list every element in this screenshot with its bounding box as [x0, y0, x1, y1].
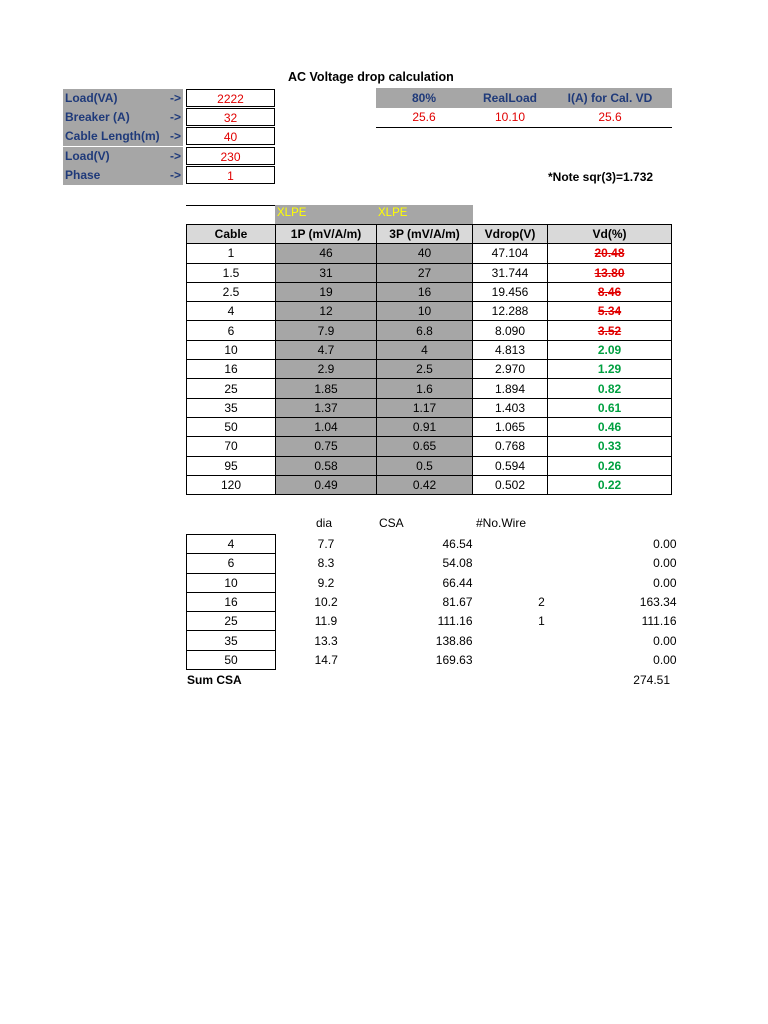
- vd-pct-value: 0.82: [597, 381, 622, 396]
- note-text: *Note sqr(3)=1.732: [548, 170, 654, 184]
- cell-3p[interactable]: 1.17: [377, 398, 473, 417]
- cell-size[interactable]: 4: [187, 535, 276, 554]
- cell-total[interactable]: 0.00: [653, 575, 677, 590]
- cell-cable[interactable]: 2.5: [187, 282, 276, 301]
- col-header-1p: 1P (mV/A/m): [276, 225, 377, 244]
- cell-size[interactable]: 50: [187, 650, 276, 669]
- cell-dia[interactable]: 7.7: [317, 537, 335, 552]
- cell-1p[interactable]: 19: [276, 282, 377, 301]
- col-header-vdrop: Vdrop(V): [473, 225, 548, 244]
- cell-total[interactable]: 0.00: [653, 633, 677, 648]
- csa-header-nowire: #No.Wire: [476, 516, 527, 530]
- cell-csa[interactable]: 66.44: [442, 575, 473, 590]
- table-row: [187, 475, 672, 494]
- cell-3p[interactable]: 27: [377, 263, 473, 282]
- cell-size[interactable]: 35: [187, 631, 276, 650]
- cell-3p[interactable]: 4: [377, 340, 473, 359]
- cell-vd-pct[interactable]: [548, 321, 672, 340]
- cell-nowire[interactable]: [473, 573, 611, 592]
- cell-cable[interactable]: 70: [187, 437, 276, 456]
- cell-vd-pct[interactable]: [548, 437, 672, 456]
- cell-vdrop[interactable]: 4.813: [473, 340, 548, 359]
- col-header-vd-pct: Vd(%): [548, 225, 672, 244]
- cell-vd-pct[interactable]: [548, 282, 672, 301]
- cell-cable[interactable]: 10: [187, 340, 276, 359]
- csa-row: [187, 631, 677, 650]
- cell-vdrop[interactable]: 0.768: [473, 437, 548, 456]
- cell-size[interactable]: 16: [187, 592, 276, 611]
- csa-header-dia: dia: [316, 516, 333, 530]
- cell-dia[interactable]: 8.3: [317, 556, 335, 571]
- csa-row: [187, 535, 677, 554]
- cell-1p[interactable]: 1.85: [276, 379, 377, 398]
- input-breaker[interactable]: 32: [186, 108, 275, 126]
- cell-vd-pct[interactable]: [548, 302, 672, 321]
- csa-row: [187, 554, 677, 573]
- input-label-load-va: Load(VA) ->: [63, 89, 183, 108]
- cell-cable[interactable]: 35: [187, 398, 276, 417]
- input-phase[interactable]: 1: [186, 166, 275, 184]
- csa-table: [186, 534, 677, 670]
- cell-3p[interactable]: 1.6: [377, 379, 473, 398]
- col-header-3p: 3P (mV/A/m): [377, 225, 473, 244]
- table-row: [187, 302, 672, 321]
- cell-vdrop[interactable]: 12.288: [473, 302, 548, 321]
- cell-cable[interactable]: 25: [187, 379, 276, 398]
- table-top-line: [186, 205, 275, 206]
- sum-csa-label: Sum CSA: [187, 673, 242, 687]
- cell-1p[interactable]: 1.37: [276, 398, 377, 417]
- cell-dia[interactable]: 11.9: [314, 614, 338, 629]
- vd-pct-value: 8.46: [597, 285, 622, 300]
- summary-value-current: 25.6: [598, 110, 622, 124]
- cell-cable[interactable]: 1: [187, 244, 276, 263]
- cell-3p[interactable]: 16: [377, 282, 473, 301]
- cell-vd-pct[interactable]: [548, 456, 672, 475]
- csa-row: [187, 573, 677, 592]
- csa-row: [187, 612, 677, 631]
- voltage-drop-table: [186, 224, 672, 495]
- cell-1p[interactable]: 31: [276, 263, 377, 282]
- vd-pct-value: 1.29: [597, 362, 622, 377]
- summary-value-realload: 10.10: [494, 110, 526, 124]
- vd-pct-value: 5.34: [597, 304, 622, 319]
- input-load-v[interactable]: 230: [186, 147, 275, 165]
- cell-vdrop[interactable]: 19.456: [473, 282, 548, 301]
- cell-vd-pct[interactable]: [548, 263, 672, 282]
- cell-dia[interactable]: 13.3: [314, 633, 338, 648]
- table-row: [187, 417, 672, 436]
- cell-vdrop[interactable]: 1.065: [473, 417, 548, 436]
- summary-header-realload: RealLoad: [472, 88, 548, 108]
- cell-1p[interactable]: 2.9: [276, 360, 377, 379]
- cell-cable[interactable]: 4: [187, 302, 276, 321]
- cell-vdrop[interactable]: 0.594: [473, 456, 548, 475]
- cell-total[interactable]: 0.00: [653, 556, 677, 571]
- cell-nowire[interactable]: [473, 650, 611, 669]
- cell-dia[interactable]: 10.2: [314, 595, 338, 610]
- vd-pct-value: 0.61: [597, 400, 622, 415]
- cell-1p[interactable]: 0.58: [276, 456, 377, 475]
- cell-csa[interactable]: 138.86: [435, 633, 473, 648]
- cell-vdrop[interactable]: 1.403: [473, 398, 548, 417]
- cell-nowire[interactable]: [473, 631, 611, 650]
- cell-csa[interactable]: 81.67: [442, 595, 473, 610]
- cell-vdrop[interactable]: 2.970: [473, 360, 548, 379]
- table-row: [187, 340, 672, 359]
- table-row: [187, 244, 672, 263]
- cell-1p[interactable]: 0.75: [276, 437, 377, 456]
- input-label-cable-length: Cable Length(m) ->: [63, 127, 183, 146]
- cell-1p[interactable]: 46: [276, 244, 377, 263]
- cell-vd-pct[interactable]: [548, 398, 672, 417]
- cell-csa[interactable]: 111.16: [437, 614, 473, 629]
- cell-1p[interactable]: 0.49: [276, 475, 377, 494]
- cell-size[interactable]: 25: [187, 612, 276, 631]
- table-row: [187, 456, 672, 475]
- cell-cable[interactable]: 95: [187, 456, 276, 475]
- cell-vdrop[interactable]: 47.104: [473, 244, 548, 263]
- table-row: [187, 360, 672, 379]
- cell-csa[interactable]: 54.08: [442, 556, 473, 571]
- cell-vdrop[interactable]: 1.894: [473, 379, 548, 398]
- vd-pct-value: 20.48: [594, 246, 625, 261]
- cell-cable[interactable]: 16: [187, 360, 276, 379]
- cell-vd-pct[interactable]: [548, 417, 672, 436]
- table-header-row: [187, 225, 672, 244]
- input-label-load-v: Load(V) ->: [63, 147, 183, 166]
- cell-cable[interactable]: 1.5: [187, 263, 276, 282]
- cell-1p[interactable]: 12: [276, 302, 377, 321]
- vd-pct-value: 3.52: [597, 323, 622, 338]
- cell-3p[interactable]: 0.91: [377, 417, 473, 436]
- cell-vd-pct[interactable]: [548, 340, 672, 359]
- cell-size[interactable]: 10: [187, 573, 276, 592]
- sum-csa-value: 274.51: [633, 673, 670, 687]
- cell-1p[interactable]: 4.7: [276, 340, 377, 359]
- cell-1p[interactable]: 1.04: [276, 417, 377, 436]
- cell-csa[interactable]: 46.54: [442, 537, 473, 552]
- cell-vdrop[interactable]: 8.090: [473, 321, 548, 340]
- cell-vd-pct[interactable]: [548, 244, 672, 263]
- input-label-breaker: Breaker (A) ->: [63, 108, 183, 127]
- cell-3p[interactable]: 6.8: [377, 321, 473, 340]
- cell-nowire[interactable]: 2: [538, 595, 545, 610]
- cell-total[interactable]: 0.00: [653, 652, 677, 667]
- summary-underline: [376, 127, 672, 128]
- xlpe-label-3p: XLPE: [378, 207, 408, 219]
- cell-size[interactable]: 6: [187, 554, 276, 573]
- vd-pct-value: 0.33: [597, 439, 622, 454]
- vd-pct-value: 0.22: [597, 478, 622, 492]
- xlpe-label-1p: XLPE: [277, 207, 307, 219]
- cell-1p[interactable]: 7.9: [276, 321, 377, 340]
- cell-nowire[interactable]: 1: [538, 614, 545, 629]
- summary-value-80pct: 25.6: [412, 110, 436, 124]
- cell-nowire[interactable]: [473, 535, 611, 554]
- cell-3p[interactable]: 2.5: [377, 360, 473, 379]
- summary-header-80pct: 80%: [376, 88, 472, 108]
- input-label-phase: Phase ->: [63, 166, 183, 185]
- csa-header-csa: CSA: [379, 516, 404, 530]
- table-row: [187, 437, 672, 456]
- summary-header-current: I(A) for Cal. VD: [548, 88, 672, 108]
- cell-3p[interactable]: 0.42: [377, 475, 473, 494]
- cell-nowire[interactable]: [473, 554, 611, 573]
- vd-pct-value: 2.09: [597, 342, 622, 357]
- csa-row: [187, 592, 677, 611]
- table-row: [187, 263, 672, 282]
- table-row: [187, 398, 672, 417]
- vd-pct-value: 0.26: [597, 458, 622, 473]
- cell-dia[interactable]: 14.7: [314, 652, 338, 667]
- cell-cable[interactable]: 50: [187, 417, 276, 436]
- cell-3p[interactable]: 0.65: [377, 437, 473, 456]
- cell-vd-pct[interactable]: [548, 475, 672, 494]
- cell-3p[interactable]: 0.5: [377, 456, 473, 475]
- input-cable-length[interactable]: 40: [186, 127, 275, 145]
- cell-vdrop[interactable]: 31.744: [473, 263, 548, 282]
- cell-vdrop[interactable]: 0.502: [473, 475, 548, 494]
- cell-dia[interactable]: 9.2: [317, 575, 335, 590]
- vd-pct-value: 13.80: [594, 265, 625, 280]
- table-row: [187, 282, 672, 301]
- cell-cable[interactable]: 120: [187, 475, 276, 494]
- table-row: [187, 321, 672, 340]
- cell-total[interactable]: 0.00: [653, 537, 677, 552]
- cell-vd-pct[interactable]: [548, 379, 672, 398]
- col-header-cable: Cable: [187, 225, 276, 244]
- cell-csa[interactable]: 169.63: [435, 652, 473, 667]
- cell-total[interactable]: 163.34: [639, 595, 677, 610]
- input-load-va[interactable]: 2222: [186, 89, 275, 107]
- cell-3p[interactable]: 10: [377, 302, 473, 321]
- table-row: [187, 379, 672, 398]
- csa-row: [187, 650, 677, 669]
- cell-cable[interactable]: 6: [187, 321, 276, 340]
- cell-total[interactable]: 111.16: [641, 614, 677, 629]
- vd-pct-value: 0.46: [597, 420, 622, 435]
- cell-3p[interactable]: 40: [377, 244, 473, 263]
- sheet-title: AC Voltage drop calculation: [288, 70, 454, 84]
- cell-vd-pct[interactable]: [548, 360, 672, 379]
